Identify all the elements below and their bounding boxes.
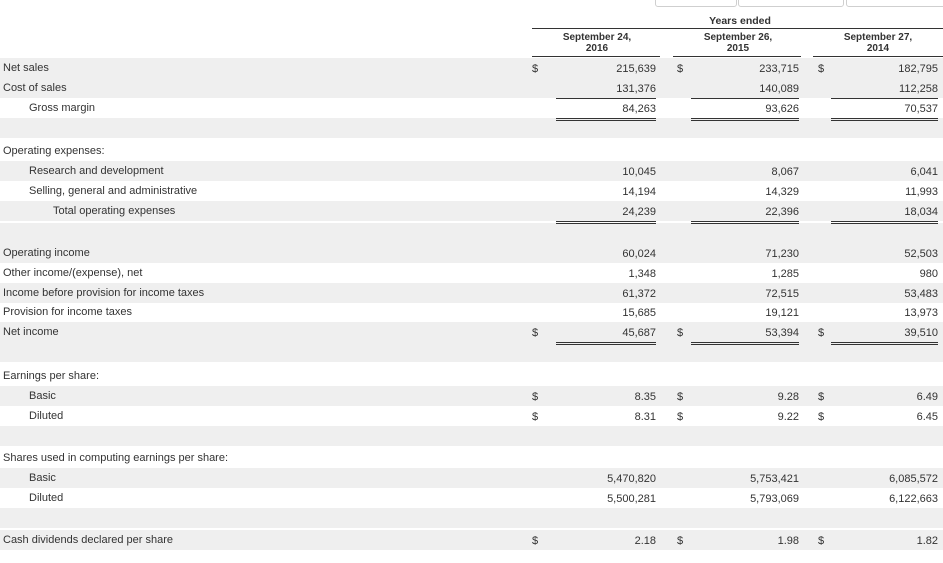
row-label: Basic [29,472,56,484]
row-label: Operating income [3,247,90,259]
currency-symbol: $ [818,411,825,423]
table-row [0,181,943,201]
table-cell-value: 215,639 [616,63,656,75]
currency-symbol: $ [818,327,825,339]
table-cell-value: 22,396 [691,201,799,224]
table-row [0,263,943,283]
table-cell-value: 18,034 [831,201,938,224]
table-cell-value: 980 [831,263,938,284]
column-header-date: September 24, [562,32,632,43]
table-cell-value: 182,795 [898,63,938,75]
column-header-year: 2015 [726,43,750,54]
currency-symbol: $ [677,63,684,75]
table-cell-value: 45,687 [556,322,656,345]
spacer-band [0,426,943,446]
table-cell-value: 5,500,281 [607,493,656,505]
column-header-2015 [673,32,803,54]
currency-symbol: $ [532,63,539,75]
table-row [0,530,943,550]
table-cell-value: 93,626 [691,98,799,121]
table-cell-value: 61,372 [622,288,656,300]
table-cell-value: 72,515 [765,288,799,300]
column-header-underline [813,56,943,57]
spacer-band [0,118,943,138]
table-row [0,98,943,118]
row-label: Provision for income taxes [3,306,132,318]
table-cell-value: 9.22 [777,411,799,423]
view-tab[interactable] [655,0,737,7]
column-header-2014 [813,32,943,54]
row-label: Total operating expenses [53,205,176,217]
currency-symbol: $ [677,411,684,423]
table-row [0,406,943,426]
table-cell-value: 71,230 [765,248,799,260]
column-header-year: 2016 [585,43,609,54]
table-row [0,161,943,181]
table-cell-value: 8,067 [771,166,799,178]
table-cell-value: 5,470,820 [607,473,656,485]
table-cell-value: 84,263 [556,98,656,121]
table-cell-value: 14,329 [691,181,799,202]
table-cell-value: 13,973 [831,302,938,323]
table-row [0,366,943,386]
table-cell-value: 15,685 [556,302,656,323]
column-header-2016 [532,32,662,54]
spacer-band [0,342,943,362]
column-header-underline [532,56,660,57]
table-row [0,141,943,161]
row-label: Selling, general and administrative [29,185,198,197]
table-cell-value: 53,394 [691,322,799,345]
spacer-band [0,508,943,528]
row-label: Other income/(expense), net [3,267,143,279]
row-label: Income before provision for income taxes [3,287,205,299]
table-row [0,78,943,98]
table-row [0,386,943,406]
spacer-band [0,223,943,243]
row-label: Research and development [29,165,164,177]
table-cell-value: 19,121 [691,302,799,323]
table-cell-value: 1.98 [777,535,799,547]
row-label: Diluted [29,410,64,422]
table-cell-value: 39,510 [831,322,938,345]
table-cell-value: 140,089 [691,78,799,99]
row-label: Net income [3,326,59,338]
table-cell-value: 6,122,663 [889,493,938,505]
column-header-date: September 27, [843,32,913,43]
column-header-year: 2014 [866,43,890,54]
table-row [0,448,943,468]
row-label: Shares used in computing earnings per share: [3,452,229,464]
view-tab[interactable] [738,0,844,7]
row-label: Cash dividends declared per share [3,534,173,546]
table-cell-value: 6,041 [910,166,938,178]
row-label: Gross margin [29,102,96,114]
row-label: Diluted [29,492,64,504]
table-row [0,468,943,488]
table-row [0,58,943,78]
row-label: Cost of sales [3,82,67,94]
table-cell-value: 11,993 [831,181,938,202]
currency-symbol: $ [677,327,684,339]
table-cell-value: 14,194 [556,181,656,202]
table-cell-value: 9.28 [777,391,799,403]
currency-symbol: $ [532,535,539,547]
table-cell-value: 6,085,572 [889,473,938,485]
years-ended-label: Years ended [709,15,771,27]
table-cell-value: 5,753,421 [750,473,799,485]
table-cell-value: 5,793,069 [750,493,799,505]
row-label: Basic [29,390,56,402]
table-row [0,201,943,221]
table-cell-value: 8.31 [634,411,656,423]
header-rule [532,28,943,29]
currency-symbol: $ [532,411,539,423]
currency-symbol: $ [818,535,825,547]
table-cell-value: 6.45 [916,411,938,423]
table-cell-value: 1.82 [916,535,938,547]
table-cell-value: 233,715 [759,63,799,75]
table-cell-value: 112,258 [831,78,938,99]
table-cell-value: 52,503 [904,248,938,260]
row-label: Operating expenses: [3,145,105,157]
table-cell-value: 1,285 [691,263,799,284]
currency-symbol: $ [532,327,539,339]
table-cell-value: 53,483 [904,288,938,300]
table-cell-value: 70,537 [831,98,938,121]
table-cell-value: 1,348 [556,263,656,284]
table-row [0,488,943,508]
table-cell-value: 8.35 [634,391,656,403]
table-cell-value: 2.18 [634,535,656,547]
table-cell-value: 131,376 [556,78,656,99]
row-label: Net sales [3,62,49,74]
table-row [0,322,943,342]
view-tab[interactable] [846,0,943,7]
currency-symbol: $ [818,391,825,403]
column-header-underline [673,56,801,57]
row-label: Earnings per share: [3,370,99,382]
table-cell-value: 6.49 [916,391,938,403]
table-cell-value: 60,024 [622,248,656,260]
table-cell-value: 10,045 [622,166,656,178]
currency-symbol: $ [677,391,684,403]
table-row [0,283,943,303]
currency-symbol: $ [532,391,539,403]
table-row [0,243,943,263]
table-cell-value: 24,239 [556,201,656,224]
table-row [0,302,943,322]
currency-symbol: $ [677,535,684,547]
currency-symbol: $ [818,63,825,75]
column-header-date: September 26, [703,32,773,43]
